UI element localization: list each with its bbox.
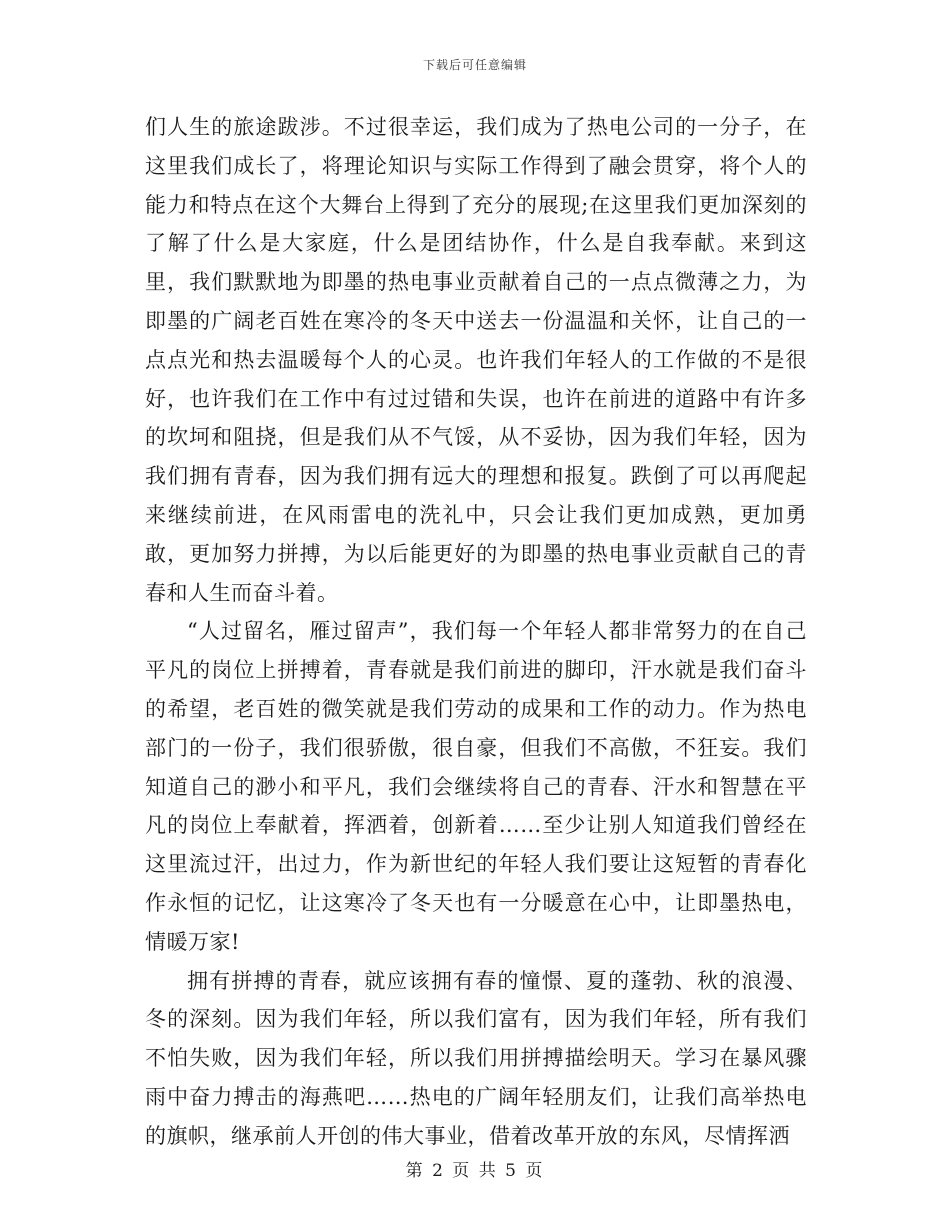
page-number: 第 2 页 共 5 页 bbox=[405, 1161, 545, 1181]
paragraph-3: 拥有拼搏的青春，就应该拥有春的憧憬、夏的蓬勃、秋的浪漫、冬的深刻。因为我们年轻，所以我们富有，因为我们年轻，所有我们不怕失败，因为我们年轻，所以我们用拼搏描绘明天。学习在暴风骤雨中奋力搏击的海燕吧……热电的广阔年轻朋友们，让我们高举热电的旗帜，继承前人开创的伟大事业，借着改革开放的东风，尽情挥洒 bbox=[145, 968, 807, 1148]
page-header-note: 下载后可任意编辑 bbox=[422, 58, 527, 72]
paragraph-2: “人过留名，雁过留声”，我们每一个年轻人都非常努力的在自己平凡的岗位上拼搏着，青春就是我们前进的脚印，汗水就是我们奋斗的希望，老百姓的微笑就是我们劳动的成果和工作的动力。作为热电部门的一份子，我们很骄傲，很自豪，但我们不高傲，不狂妄。我们知道自己的渺小和平凡，我们会继续将自己的青春、汗水和智慧在平凡的岗位上奉献着，挥洒着，创新着……至少让别人知道我们曾经在这里流过汗，出过力，作为新世纪的年轻人我们要让这短暂的青春化作永恒的记忆，让这寒冷了冬天也有一分暖意在心中，让即墨热电，情暖万家! bbox=[145, 619, 807, 954]
paragraph-1: 们人生的旅途跋涉。不过很幸运，我们成为了热电公司的一分子，在这里我们成长了，将理论知识与实际工作得到了融会贯穿，将个人的能力和特点在这个大舞台上得到了充分的展现;在这里我们更加深刻的了解了什么是大家庭，什么是团结协作，什么是自我奉献。来到这里，我们默默地为即墨的热电事业贡献着自己的一点点微薄之力，为即墨的广阔老百姓在寒冷的冬天中送去一份温温和关怀，让自己的一点点光和热去温暖每个人的心灵。也许我们年轻人的工作做的不是很好，也许我们在工作中有过过错和失误，也许在前进的道路中有许多的坎坷和阻挠，但是我们从不气馁，从不妥协，因为我们年轻，因为我们拥有青春，因为我们拥有远大的理想和报复。跌倒了可以再爬起来继续前进，在风雨雷电的洗礼中，只会让我们更加成熟，更加勇敢，更加努力拼搏，为以后能更好的为即墨的热电事业贡献自己的青春和人生而奋斗着。 bbox=[145, 115, 807, 605]
document-body bbox=[145, 108, 807, 1156]
